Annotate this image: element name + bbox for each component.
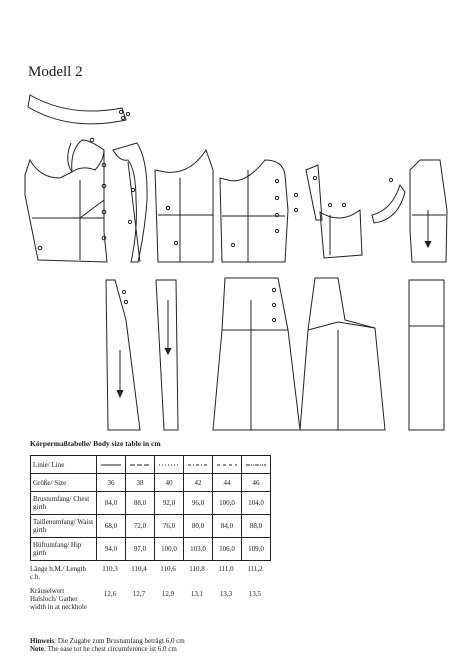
cell: 111,0 bbox=[218, 565, 234, 573]
cell: 40 bbox=[155, 474, 184, 492]
cell: 76,0 bbox=[155, 515, 184, 538]
cell: 13,3 bbox=[219, 590, 233, 598]
cell: 109,0 bbox=[242, 538, 271, 561]
body-size-table bbox=[30, 455, 271, 561]
note bbox=[30, 637, 185, 653]
row-label: Hüftumfang/ Hip girth bbox=[31, 538, 97, 561]
cell: 44 bbox=[213, 474, 242, 492]
row-label: Taillenumfang/ Waist girth bbox=[31, 515, 97, 538]
cell: 88,0 bbox=[242, 515, 271, 538]
note-text-en: : The ease tot he chest circumference ist 6.0 cm bbox=[44, 645, 177, 653]
cell: 13,1 bbox=[190, 590, 204, 598]
cell: 110,4 bbox=[131, 565, 147, 573]
table-row bbox=[31, 474, 271, 492]
cell: 97,0 bbox=[126, 538, 155, 561]
table-row bbox=[31, 538, 271, 561]
cell: 88,0 bbox=[126, 492, 155, 515]
row-label: Länge h.M./ Length c.b. bbox=[30, 565, 86, 581]
table-row bbox=[31, 492, 271, 515]
cell: 38 bbox=[126, 474, 155, 492]
table-title: Körpermaßtabelle/ Body size table in cm bbox=[30, 439, 161, 448]
cell: 72,0 bbox=[126, 515, 155, 538]
cell: 110,8 bbox=[189, 565, 205, 573]
row-label: Brustumfang/ Chest girth bbox=[31, 492, 97, 515]
note-label-de: Hinweis bbox=[30, 637, 55, 645]
cell: 13,5 bbox=[248, 590, 262, 598]
cell: 104,0 bbox=[242, 492, 271, 515]
note-label-en: Note bbox=[30, 645, 44, 653]
cell: 106,0 bbox=[213, 538, 242, 561]
cell: 12,9 bbox=[161, 590, 175, 598]
cell: 68,0 bbox=[97, 515, 126, 538]
line-style-46 bbox=[242, 456, 271, 474]
cell: 100,0 bbox=[155, 538, 184, 561]
line-style-44 bbox=[213, 456, 242, 474]
table-row bbox=[31, 515, 271, 538]
cell: 110,6 bbox=[160, 565, 176, 573]
cell: 111,2 bbox=[247, 565, 263, 573]
cell: 46 bbox=[242, 474, 271, 492]
cell: 92,0 bbox=[155, 492, 184, 515]
cell: 80,0 bbox=[184, 515, 213, 538]
cell: 84,0 bbox=[97, 492, 126, 515]
cell: 42 bbox=[184, 474, 213, 492]
cell: 36 bbox=[97, 474, 126, 492]
row-label: Linie/ Line bbox=[31, 456, 97, 474]
page-title: Modell 2 bbox=[28, 64, 83, 80]
row-label: Kräuselwert Halsloch/ Gather width in at neckhole bbox=[30, 587, 87, 611]
note-de bbox=[30, 637, 185, 645]
cell: 84,0 bbox=[213, 515, 242, 538]
line-style-42 bbox=[184, 456, 213, 474]
cell: 96,0 bbox=[184, 492, 213, 515]
cell: 94,0 bbox=[97, 538, 126, 561]
row-label: Größe/ Size bbox=[31, 474, 97, 492]
cell: 12,6 bbox=[103, 590, 117, 598]
line-style-38 bbox=[126, 456, 155, 474]
cell: 103,0 bbox=[184, 538, 213, 561]
line-style-36 bbox=[97, 456, 126, 474]
note-text-de: : Die Zugabe zum Brustumfang beträgt 6,0 cm bbox=[54, 637, 185, 645]
cell: 110,3 bbox=[102, 565, 118, 573]
table-row bbox=[31, 456, 271, 474]
note-en bbox=[30, 645, 185, 653]
line-style-40 bbox=[155, 456, 184, 474]
cell: 12,7 bbox=[132, 590, 146, 598]
cell: 100,0 bbox=[213, 492, 242, 515]
